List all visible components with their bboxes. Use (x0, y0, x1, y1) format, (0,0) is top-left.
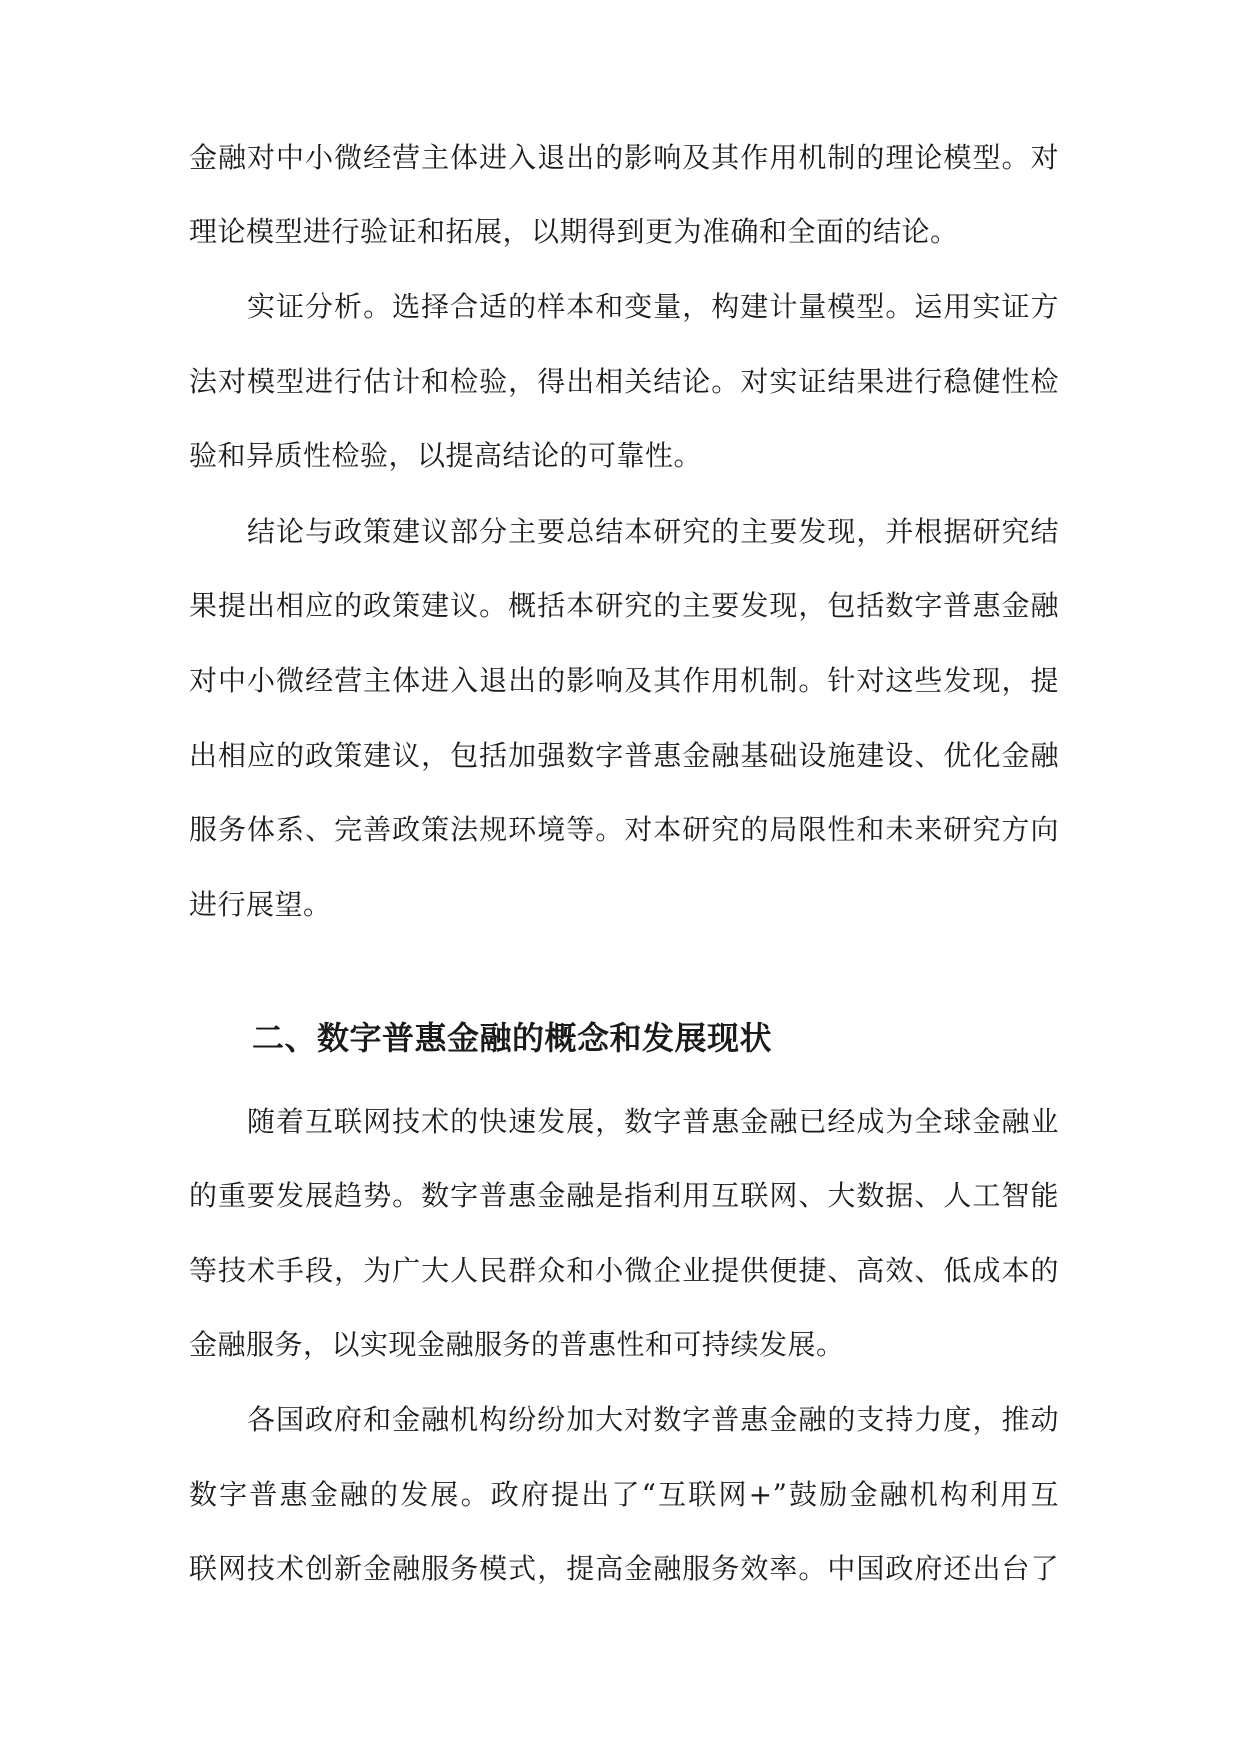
section-heading: 二、数字普惠金融的概念和发展现状 (252, 1019, 773, 1057)
text-line: 理论模型进行验证和拓展，以期得到更为准确和全面的结论。 (189, 215, 959, 248)
text-line: 法对模型进行估计和检验，得出相关结论。对实证结果进行稳健性检 (189, 365, 1059, 398)
text-line: 联网技术创新金融服务模式，提高金融服务效率。中国政府还出台了 (189, 1552, 1059, 1585)
text-line: 验和异质性检验，以提高结论的可靠性。 (189, 439, 703, 472)
text-line: 金融对中小微经营主体进入退出的影响及其作用机制的理论模型。对 (189, 141, 1059, 174)
text-line: 等技术手段，为广大人民群众和小微企业提供便捷、高效、低成本的 (189, 1254, 1059, 1287)
text-line: 对中小微经营主体进入退出的影响及其作用机制。针对这些发现，提 (189, 664, 1059, 697)
text-line: 各国政府和金融机构纷纷加大对数字普惠金融的支持力度，推动 (247, 1403, 1059, 1436)
text-line: 金融服务，以实现金融服务的普惠性和可持续发展。 (189, 1328, 845, 1361)
text-line: 果提出相应的政策建议。概括本研究的主要发现，包括数字普惠金融 (189, 589, 1059, 622)
text-line: 出相应的政策建议，包括加强数字普惠金融基础设施建设、优化金融 (189, 739, 1059, 772)
text-line: 结论与政策建议部分主要总结本研究的主要发现，并根据研究结 (247, 515, 1059, 548)
text-line: 实证分析。选择合适的样本和变量，构建计量模型。运用实证方 (247, 290, 1059, 323)
text-line: 的重要发展趋势。数字普惠金融是指利用互联网、大数据、人工智能 (189, 1179, 1059, 1212)
text-line: 进行展望。 (189, 888, 332, 921)
text-line: 服务体系、完善政策法规环境等。对本研究的局限性和未来研究方向 (189, 813, 1059, 846)
text-line: 数字普惠金融的发展。政府提出了“互联网+”鼓励金融机构利用互 (189, 1478, 1059, 1511)
text-line: 随着互联网技术的快速发展，数字普惠金融已经成为全球金融业 (247, 1105, 1059, 1138)
